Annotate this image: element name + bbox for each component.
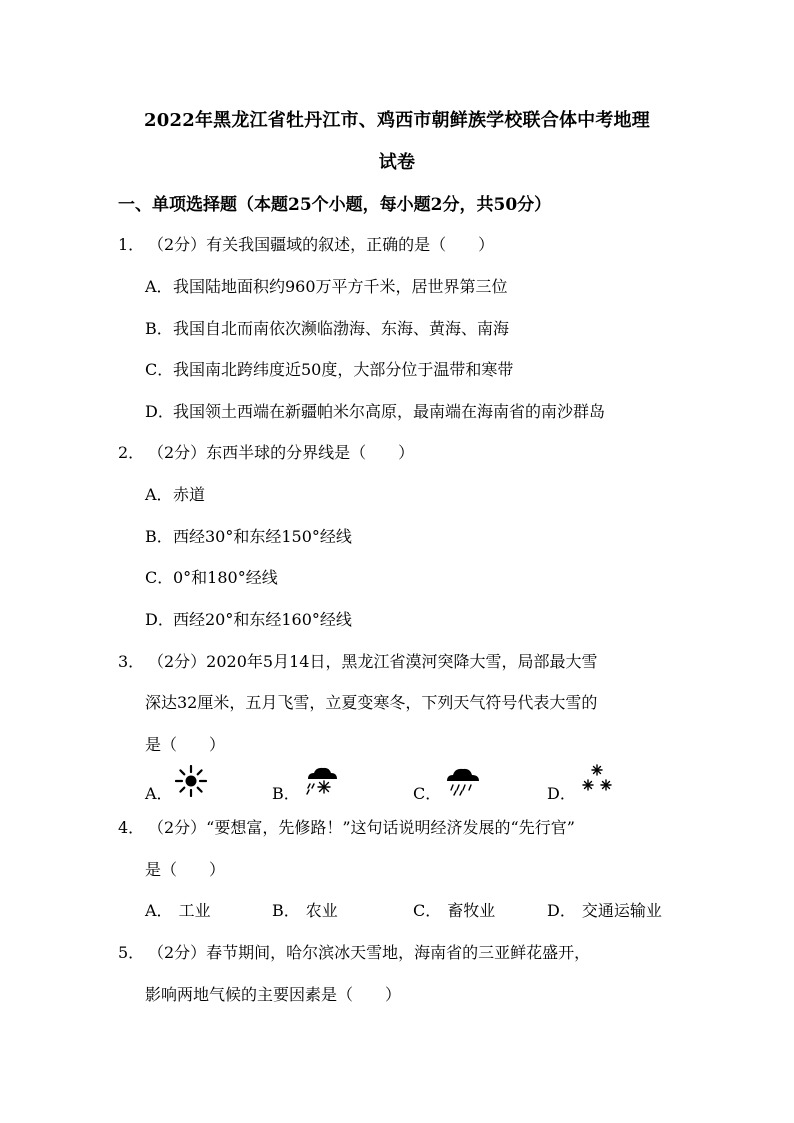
question-4: 4． （2分）“要想富，先修路！”这句话说明经济发展的“先行官” — [118, 818, 575, 837]
exam-title-line1: 2022年黑龙江省牡丹江市、鸡西市朝鲜族学校联合体中考地理 — [144, 110, 650, 131]
q3-option-a: A． — [145, 781, 173, 804]
q2-option-d: D．西经20°和东经160°经线 — [145, 610, 352, 629]
question-stem-line1: （2分）春节期间，哈尔滨冰天雪地，海南省的三亚鲜花盛开， — [148, 943, 591, 962]
question-number: 1． — [118, 235, 145, 254]
question-3-line3: 是（ ） — [145, 735, 226, 754]
q4-option-b: B． 农业 — [272, 901, 338, 920]
question-stem-line1: （2分）2020年5月14日，黑龙江省漠河突降大雪，局部最大雪 — [148, 652, 598, 671]
question-4-line2: 是（ ） — [145, 860, 226, 879]
q3-option-d: D． — [547, 781, 576, 804]
q3-option-b: B． — [272, 781, 300, 804]
q1-option-d: D．我国领土西端在新疆帕米尔高原，最南端在海南省的南沙群岛 — [145, 402, 606, 421]
q1-option-c: C．我国南北跨纬度近50度，大部分位于温带和寒带 — [145, 360, 514, 379]
question-stem: （2分）有关我国疆域的叙述，正确的是（ ） — [148, 235, 495, 254]
question-2: 2． （2分）东西半球的分界线是（ ） — [118, 443, 415, 462]
question-1 — [118, 232, 494, 255]
q4-option-d: D． 交通运输业 — [547, 901, 662, 920]
question-5: 5． （2分）春节期间，哈尔滨冰天雪地，海南省的三亚鲜花盛开， — [118, 943, 591, 962]
sun-icon — [175, 765, 207, 797]
q1-option-a: A．我国陆地面积约960万平方千米，居世界第三位 — [145, 277, 508, 296]
question-3: 3． （2分）2020年5月14日，黑龙江省漠河突降大雪，局部最大雪 — [118, 652, 598, 671]
sleet-cloud-icon — [302, 765, 342, 797]
question-stem-line1: （2分）“要想富，先修路！”这句话说明经济发展的“先行官” — [148, 818, 575, 837]
q2-option-a: A．赤道 — [145, 485, 206, 504]
section-heading: 一、单项选择题（本题25个小题，每小题2分，共50分） — [118, 195, 552, 215]
q2-option-b: B．西经30°和东经150°经线 — [145, 527, 352, 546]
question-3-line2: 深达32厘米，五月飞雪，立夏变寒冬，下列天气符号代表大雪的 — [145, 693, 598, 712]
question-stem: （2分）东西半球的分界线是（ ） — [148, 443, 415, 462]
rain-cloud-icon — [443, 765, 483, 797]
q2-option-c: C．0°和180°经线 — [145, 568, 278, 587]
heavy-snow-icon — [579, 763, 615, 797]
question-5-line2: 影响两地气候的主要因素是（ ） — [145, 985, 402, 1004]
q4-option-c: C． 畜牧业 — [413, 901, 496, 920]
q4-option-a: A． 工业 — [145, 901, 211, 920]
q3-option-c: C． — [413, 781, 441, 804]
q1-option-b: B．我国自北而南依次濒临渤海、东海、黄海、南海 — [145, 319, 510, 338]
exam-title-line2: 试卷 — [378, 152, 416, 173]
